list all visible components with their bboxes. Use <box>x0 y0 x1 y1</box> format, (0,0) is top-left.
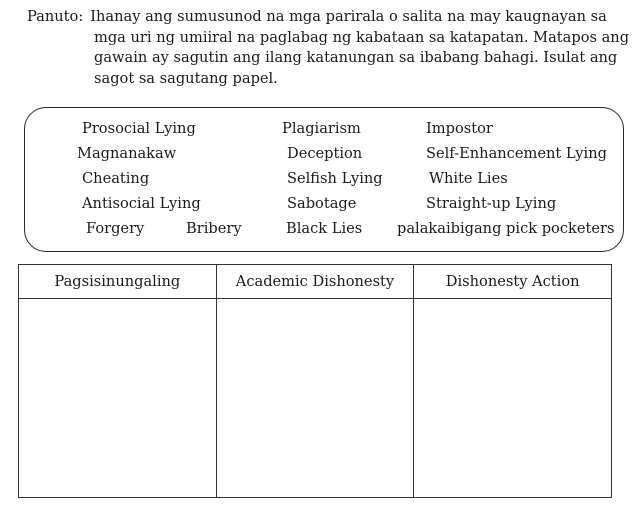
word-bank-item: Plagiarism <box>282 120 361 137</box>
word-bank-item: Impostor <box>426 120 493 137</box>
word-bank-item: palakaibigang pick pocketers <box>397 220 615 237</box>
instructions-first-line <box>27 7 631 28</box>
answer-table <box>18 264 612 498</box>
word-bank-item: Deception <box>287 145 363 162</box>
word-bank-item: Prosocial Lying <box>82 120 196 137</box>
word-bank-item: Straight-up Lying <box>426 195 557 212</box>
column-header-academic-dishonesty: Academic Dishonesty <box>216 265 414 299</box>
instructions-line-2: mga uri ng umiiral na paglabag ng kabataan sa katapatan. Matapos ang <box>94 28 630 46</box>
answer-table-row <box>19 299 612 498</box>
instructions <box>27 7 631 89</box>
word-bank-box <box>24 107 624 252</box>
word-bank-item: Selfish Lying <box>287 170 383 187</box>
instructions-label: Panuto: <box>27 8 84 25</box>
column-header-dishonesty-action: Dishonesty Action <box>414 265 612 299</box>
word-bank-item: White Lies <box>429 170 508 187</box>
answer-cell-academic-dishonesty <box>216 299 414 498</box>
word-bank-item: Bribery <box>186 220 242 237</box>
word-bank-item: Antisocial Lying <box>82 195 201 212</box>
word-bank-item: Magnanakaw <box>77 145 177 162</box>
instructions-line-4: sagot sa sagutang papel. <box>94 69 278 87</box>
word-bank-item: Black Lies <box>286 220 363 237</box>
column-header-pagsisinungaling: Pagsisinungaling <box>19 265 217 299</box>
word-bank-item: Self-Enhancement Lying <box>426 145 607 162</box>
instructions-line-3: gawain ay sagutin ang ilang katanungan sa ibabang bahagi. Isulat ang <box>94 49 618 66</box>
instructions-line-1: Ihanay ang sumusunod na mga parirala o salita na may kaugnayan sa <box>90 8 607 25</box>
word-bank-item: Cheating <box>82 170 150 187</box>
answer-table-header-row <box>19 265 612 299</box>
answer-cell-dishonesty-action <box>414 299 612 498</box>
word-bank-item: Sabotage <box>287 195 357 212</box>
answer-cell-pagsisinungaling <box>19 299 217 498</box>
word-bank-item: Forgery <box>86 220 145 237</box>
